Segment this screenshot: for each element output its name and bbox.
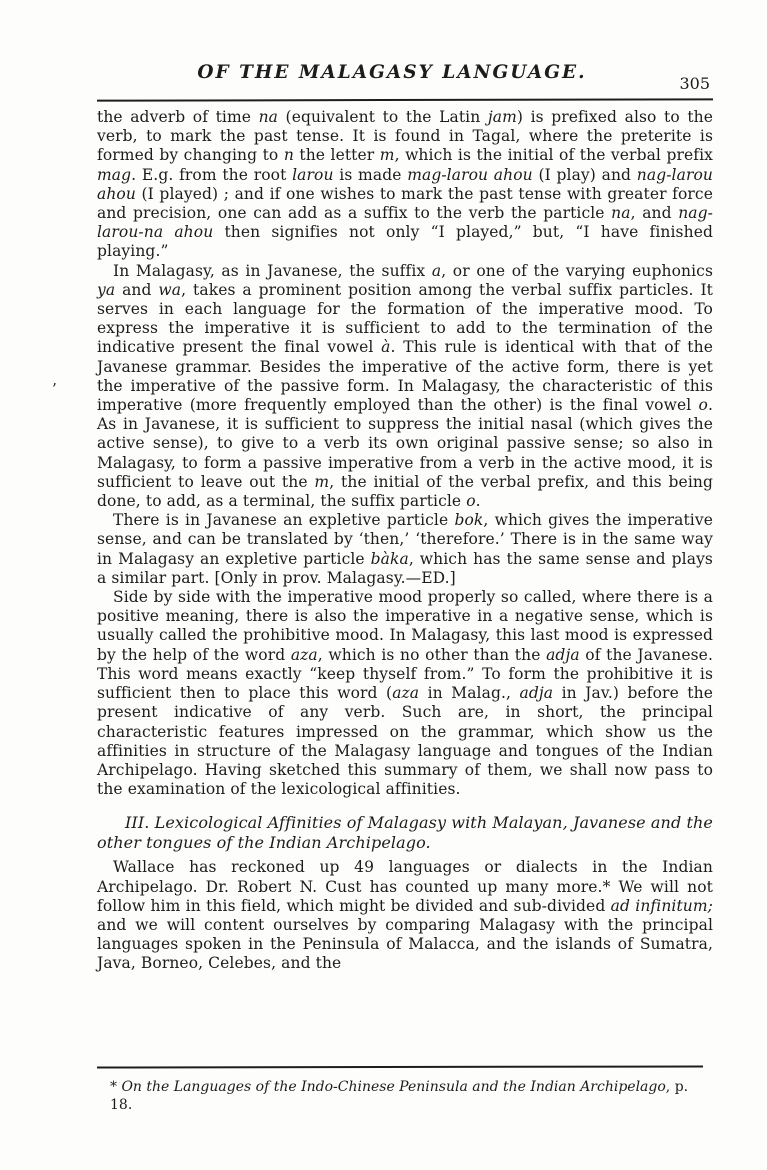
paragraph: Wallace has reckoned up 49 languages or dialects in the Indian Archipelago. Dr. Robert N. Cust has counted up many more.* We will not follow him in this field, which might be divided and sub-divided ad infinitum; and we will content ourselves by comparing Malagasy with the principal languages spoken in the Peninsula of Malacca, and the islands of Sumatra, Java, Borneo, Celebes, and the — [97, 858, 713, 973]
page-number: 305 — [679, 74, 710, 93]
paragraph: In Malagasy, as in Javanese, the suffix a, or one of the varying euphonics ya and wa, takes a prominent position among the verbal suffix particles. It serves in each language for the formation of the imperative mood. To express the imperative it is sufficient to add to the termination of the indicative present the final vowel à. This rule is identical with that of the Javanese grammar. Besides the imperative of the active form, there is yet the imperative of the passive form. In Malagasy, the characteristic of this imperative (more frequently employed than the other) is the final vowel o. As in Javanese, it is sufficient to suppress the initial nasal (which gives the active sense), to give to a verb its own original passive sense; so also in Malagasy, to form a passive imperative from a verb in the active mood, it is sufficient to leave out the m, the initial of the verbal prefix, and this being done, to add, as a terminal, the suffix particle o. — [97, 261, 714, 511]
body-text — [97, 108, 713, 974]
margin-mark: ’ — [52, 380, 57, 398]
paragraph: There is in Javanese an expletive particle bok, which gives the imperative sense, and can be translated by ‘then,’ ‘therefore.’ There is in the same way in Malagasy an expletive particle bàka, which has the same sense and plays a similar part. [Only in prov. Malagasy.—ED.] — [97, 511, 713, 587]
footnote: * On the Languages of the Indo-Chinese Peninsula and the Indian Archipelago, p. 18. — [110, 1079, 689, 1113]
paragraph: Side by side with the imperative mood properly so called, where there is a positive meaning, there is also the imperative in a negative sense, which is usually called the prohibitive mood. In Malagasy, this last mood is expressed by the help of the word aza, which is no other than the adja of the Javanese. This word means exactly “keep thyself from.” To form the prohibitive it is sufficient then to place this word (aza in Malag., adja in Jav.) before the present indicative of any verb. Such are, in short, the principal characteristic features impressed on the grammar, which show us the affinities in structure of the Malagasy language and tongues of the Indian Archipelago. Having sketched this summary of them, we shall now pass to the examination of the lexicological affinities. — [97, 588, 713, 799]
paragraph: the adverb of time na (equivalent to the Latin jam) is prefixed also to the verb, to mark the past tense. It is found in Tagal, where the preterite is formed by changing to n the letter m, which is the initial of the verbal prefix mag. E.g. from the root larou is made mag-larou ahou (I play) and nag-larou ahou (I played) ; and if one wishes to mark the past tense with greater force and precision, one can add as a suffix to the verb the particle na, and nag-larou-na ahou then signifies not only “I played,” but, “I have finished playing.” — [97, 108, 714, 261]
section-heading: III. Lexicological Affinities of Malagasy with Malayan, Javanese and the other tongues of the Indian Archipelago. — [97, 813, 713, 852]
header-rule — [97, 98, 713, 101]
running-head: OF THE MALAGASY LANGUAGE. — [197, 62, 587, 83]
footnote-rule — [97, 1065, 703, 1068]
